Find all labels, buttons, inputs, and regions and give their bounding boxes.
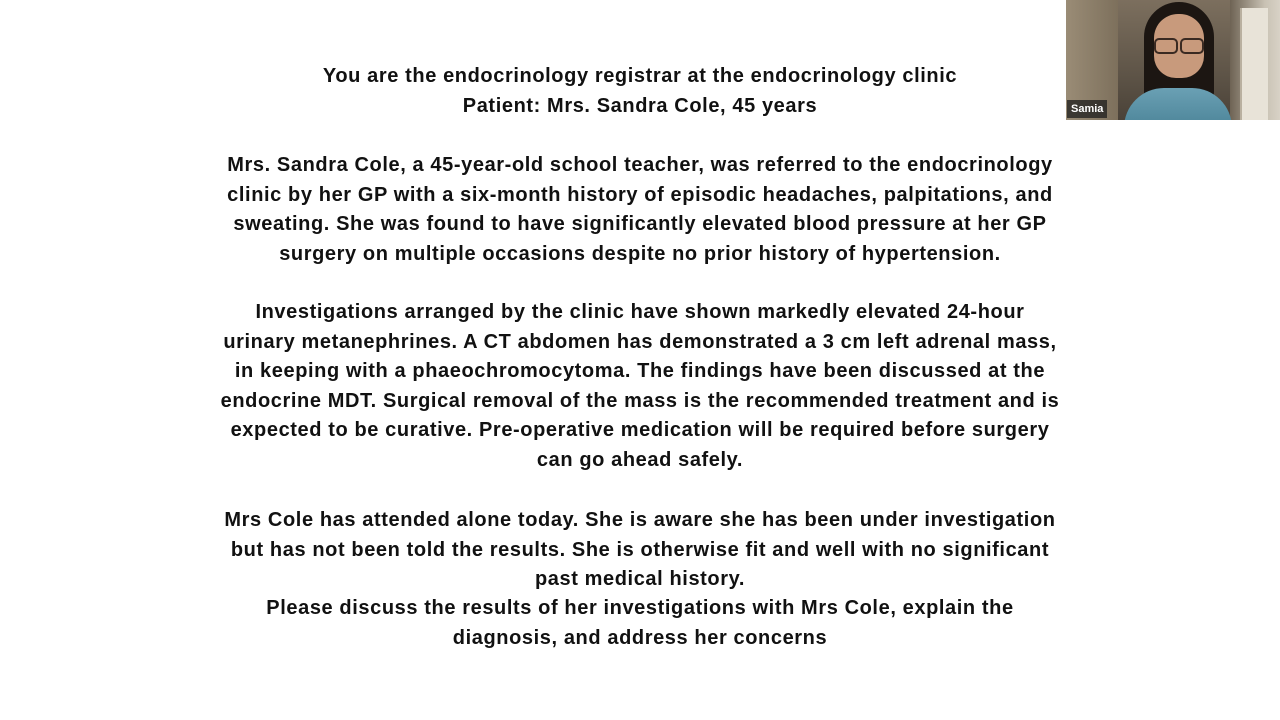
participant-name-label: Samia [1067,100,1107,118]
case-paragraph-referral: Mrs. Sandra Cole, a 45-year-old school teacher, was referred to the endocrinology clinic by her GP with a six-month history of episodic headaches, palpitations, and sweating. She was found to have significantly elevated blood pressure at her GP surgery on multiple occasions despite no prior history of hypertension. [227,154,1053,265]
case-paragraph-attendance: Mrs Cole has attended alone today. She is aware she has been under investigation but has not been told the results. She is otherwise fit and well with no significant past medical history. [224,509,1056,591]
case-paragraph-investigations: Investigations arranged by the clinic have shown markedly elevated 24-hour urinary metanephrines. A CT abdomen has demonstrated a 3 cm left adrenal mass, in keeping with a phaeochromocytoma. The findings have been discussed at the endocrine MDT. Surgical removal of the mass is the recommended treatment and is expected to be curative. Pre-operative medication will be required before surgery can go ahead safely. [220,301,1060,471]
video-background [1240,8,1268,120]
participant-video-feed [1124,0,1232,120]
case-paragraph-task: Please discuss the results of her investigations with Mrs Cole, explain the diagnosis, and address her concerns [266,597,1014,649]
slide-heading: You are the endocrinology registrar at the endocrinology clinic Patient: Mrs. Sandra Cole, 45 years [322,65,958,117]
